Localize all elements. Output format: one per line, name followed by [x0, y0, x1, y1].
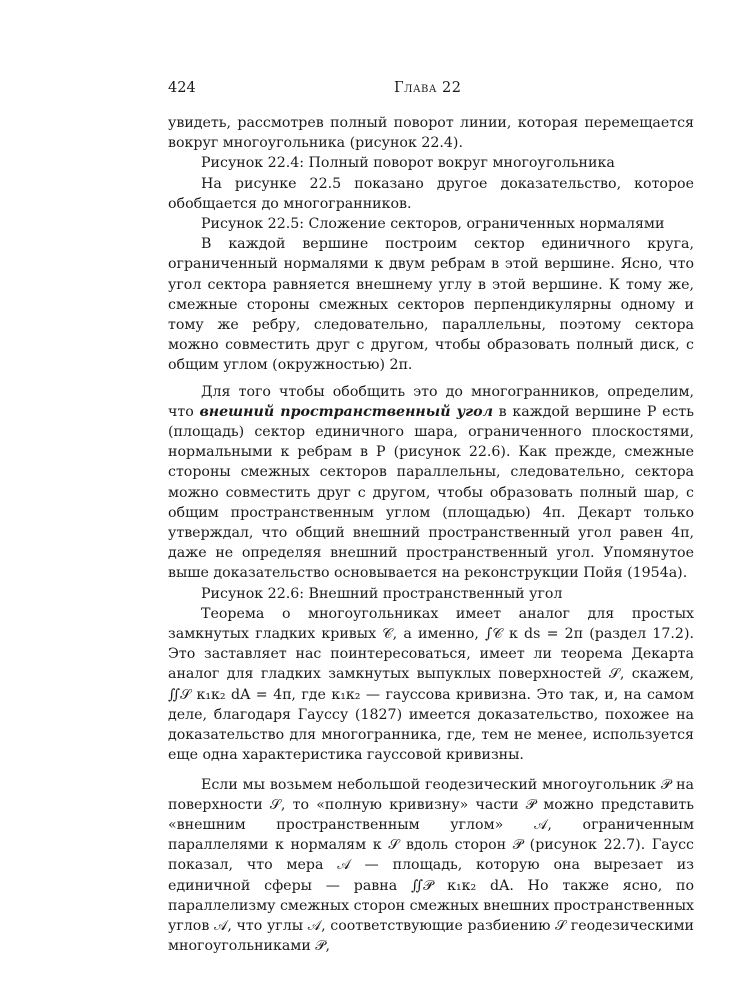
page-number: 424 [168, 80, 196, 96]
paragraph [168, 382, 694, 584]
body-text [168, 113, 694, 956]
paragraph: На рисунке 22.5 показано другое доказательство, которое обобщается до многогранников. [168, 175, 694, 212]
paragraph: Теорема о многоугольниках имеет аналог для простых замкнутых гладких кривых 𝒞, а именно, ∫𝒞 κ ds = 2π (раздел 17.2). Это заставляет нас поинтересоваться, имеет ли теорема Декарта аналог для гладких замкнутых выпуклых поверхностей 𝒮, скажем, ∬𝒮 κ₁κ₂ dA = 4π, где κ₁κ₂ — гауссова кривизна. Это так, и, на самом деле, благодаря Гауссу (1827) имеется доказательство, похожее на доказательство для многогранника, где, тем не менее, используется еще одна характеристика гауссовой кривизны. [168, 605, 694, 764]
running-header [168, 80, 694, 100]
paragraph: В каждой вершине построим сектор единичного круга, ограниченный нормалями к двум ребрам в этой вершине. Ясно, что угол сектора равняется внешнему углу в этой вершине. К тому же, смежные стороны смежных секторов перпендикулярны одному и тому же ребру, следовательно, параллельны, поэтому сектора можно совместить друг с другом, чтобы образовать полный диск, с общим углом (окружностью) 2π. [168, 236, 694, 374]
figure-caption-22-6: Рисунок 22.6: Внешний пространственный угол [201, 585, 563, 602]
paragraph-text: в каждой вершине P есть (площадь) сектор единичного шара, ограниченного плоскостями, нормальными к ребрам в P (рисунок 22.6). Как прежде, смежные стороны смежных секторов параллельны, следовательно, сектора можно совместить друг с другом, чтобы образовать полный шар, с общим пространственным углом (площадью) 4π. Декарт только утверждал, что общий внешний пространственный угол равен 4π, даже не определяя внешний пространственный угол. Упомянутое выше доказательство основывается на реконструкции Пойя (1954a). [168, 403, 694, 582]
figure-caption-22-4: Рисунок 22.4: Полный поворот вокруг многоугольника [201, 155, 615, 172]
paragraph-text: Для того чтобы обобщить это до многогранников, определим, что [168, 383, 694, 420]
figure-caption-22-5: Рисунок 22.5: Сложение секторов, ограниченных нормалями [201, 216, 665, 233]
paragraph: Если мы возьмем небольшой геодезический многоугольник 𝒫 на поверхности 𝒮, то «полную кривизну» части 𝒫 можно представить «внешним пространственным углом» 𝒜, ограниченным параллелями к нормалям к 𝒮 вдоль сторон 𝒫 (рисунок 22.7). Гаусс показал, что мера 𝒜 — площадь, которую она вырезает из единичной сферы — равна ∬𝒫 κ₁κ₂ dA. Но также ясно, по параллелизму смежных сторон смежных внешних пространственных углов 𝒜, что углы 𝒜, соответствующие разбиению 𝒮 геодезическими многоугольниками 𝒫, [168, 776, 694, 955]
paragraph-continuation: увидеть, рассмотрев полный поворот линии, которая перемещается вокруг многоугольника (рисунок 22.4). [168, 115, 694, 152]
chapter-title: Глава 22 [394, 80, 462, 96]
emphasized-term: внешний пространственный угол [199, 403, 493, 420]
